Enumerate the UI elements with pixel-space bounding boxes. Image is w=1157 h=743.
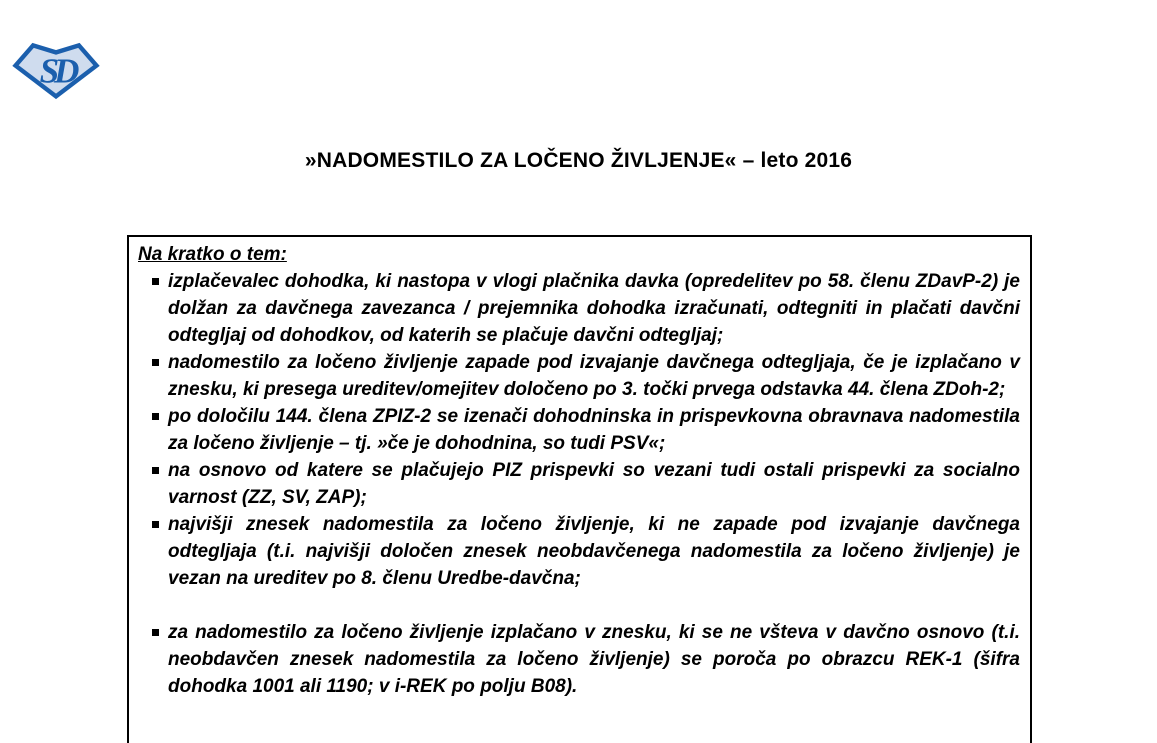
bullet-item: najvišji znesek nadomestila za ločeno življenje, ki ne zapade pod izvajanje davčnega odtegljaja (t.i. najvišji določen znesek neobdavčenega nadomestila za ločeno življenje) je vezan na ureditev po 8. členu Uredbe-davčna; xyxy=(138,511,1020,592)
summary-box xyxy=(127,235,1032,743)
summary-box-heading: Na kratko o tem: xyxy=(138,244,287,265)
bullet-item: nadomestilo za ločeno življenje zapade pod izvajanje davčnega odtegljaja, če je izplačano v znesku, ki presega ureditev/omejitev določeno po 3. točki prvega odstavka 44. člena ZDoh-2; xyxy=(138,349,1020,403)
page-title: »NADOMESTILO ZA LOČENO ŽIVLJENJE« – leto 2016 xyxy=(304,149,853,172)
sd-logo-icon xyxy=(12,40,100,100)
bullet-item: po določilu 144. člena ZPIZ-2 se izenači dohodninska in prispevkovna obravnava nadomestila za ločeno življenje – tj. »če je dohodnina, so tudi PSV«; xyxy=(138,403,1020,457)
bullet-item: na osnovo od katere se plačujejo PIZ prispevki so vezani tudi ostali prispevki za socialno varnost (ZZ, SV, ZAP); xyxy=(138,457,1020,511)
bullet-item: izplačevalec dohodka, ki nastopa v vlogi plačnika davka (opredelitev po 58. členu ZDavP-2) je dolžan za davčnega zavezanca / prejemnika dohodka izračunati, odtegniti in plačati davčni odtegljaj od dohodkov, od katerih se plačuje davčni odtegljaj; xyxy=(138,268,1020,349)
summary-bullet-list xyxy=(138,268,1020,700)
bullet-item: za nadomestilo za ločeno življenje izplačano v znesku, ki se ne všteva v davčno osnovo (t.i. neobdavčen znesek nadomestila za ločeno življenje) se poroča po obrazcu REK-1 (šifra dohodka 1001 ali 1190; v i-REK po polju B08). xyxy=(138,619,1020,700)
sd-logo-text: SD xyxy=(39,51,75,91)
